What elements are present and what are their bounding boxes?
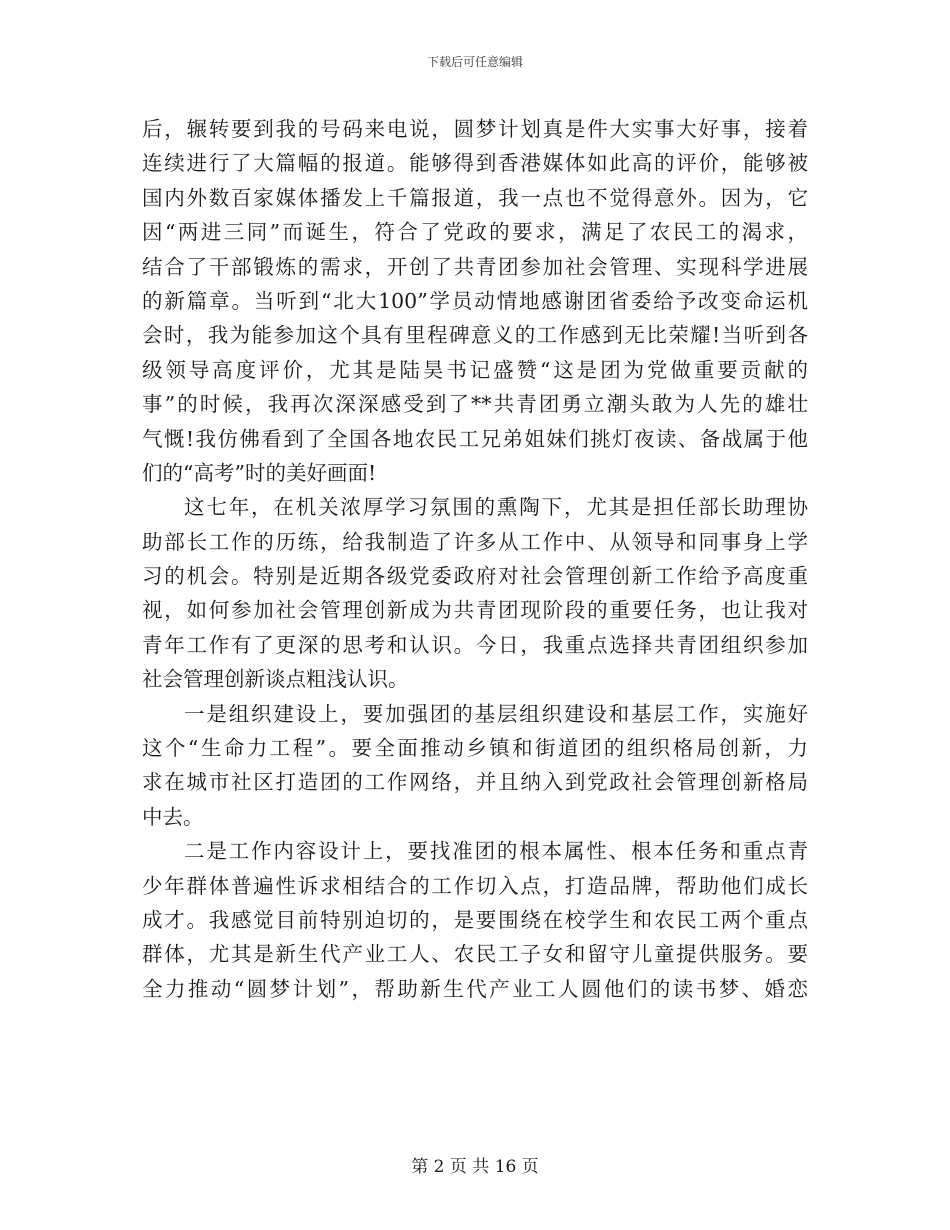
- text-line: 这个“生命力工程”。要全面推动乡镇和街道团的组织格局创新，力: [142, 736, 808, 761]
- text-line: 青年工作有了更深的思考和认识。今日，我重点选择共青团组织参加: [142, 632, 808, 657]
- body-text: [142, 112, 808, 1006]
- page-footer: 第 2 页 共 16 页: [411, 1157, 539, 1177]
- text-line: 这七年，在机关浓厚学习氛围的熏陶下，尤其是担任部长助理协: [184, 495, 808, 520]
- text-line: 中去。: [142, 804, 204, 829]
- text-line: 的新篇章。当听到“北大100”学员动情地感谢团省委给予改变命运机: [142, 288, 808, 313]
- page-header: 下载后可任意编辑: [426, 55, 523, 69]
- text-line: 一是组织建设上，要加强团的基层组织建设和基层工作，实施好: [184, 701, 808, 726]
- text-line: 们的“高考”时的美好画面!: [142, 460, 377, 485]
- text-line: 习的机会。特别是近期各级党委政府对社会管理创新工作给予高度重: [142, 564, 808, 589]
- text-line: 级领导高度评价，尤其是陆昊书记盛赞“这是团为党做重要贡献的: [142, 357, 808, 382]
- text-line: 因“两进三同”而诞生，符合了党政的要求，满足了农民工的渴求，: [142, 220, 808, 245]
- text-line: 国内外数百家媒体播发上千篇报道，我一点也不觉得意外。因为，它: [142, 185, 808, 210]
- text-line: 连续进行了大篇幅的报道。能够得到香港媒体如此高的评价，能够被: [142, 151, 808, 176]
- text-line: 求在城市社区打造团的工作网络，并且纳入到党政社会管理创新格局: [142, 770, 808, 795]
- text-line: 少年群体普遍性诉求相结合的工作切入点，打造品牌，帮助他们成长: [142, 873, 808, 898]
- text-line: 事”的时候，我再次深深感受到了**共青团勇立潮头敢为人先的雄壮: [142, 392, 808, 417]
- text-line: 气慨!我仿佛看到了全国各地农民工兄弟姐妹们挑灯夜读、备战属于他: [142, 426, 808, 451]
- text-line: 社会管理创新谈点粗浅认识。: [142, 667, 409, 692]
- text-line: 视，如何参加社会管理创新成为共青团现阶段的重要任务，也让我对: [142, 598, 808, 623]
- text-line: 后，辗转要到我的号码来电说，圆梦计划真是件大实事大好事，接着: [142, 117, 808, 141]
- text-line: 成才。我感觉目前特别迫切的，是要围绕在校学生和农民工两个重点: [142, 907, 808, 932]
- text-line: 助部长工作的历练，给我制造了许多从工作中、从领导和同事身上学: [142, 529, 808, 554]
- text-line: 全力推动“圆梦计划”，帮助新生代产业工人圆他们的读书梦、婚恋: [142, 976, 808, 1001]
- text-line: 结合了干部锻炼的需求，开创了共青团参加社会管理、实现科学进展: [142, 254, 808, 279]
- text-line: 二是工作内容设计上，要找准团的根本属性、根本任务和重点青: [184, 839, 808, 864]
- text-line: 群体，尤其是新生代产业工人、农民工子女和留守儿童提供服务。要: [142, 942, 808, 967]
- text-line: 会时，我为能参加这个具有里程碑意义的工作感到无比荣耀!当听到各: [142, 323, 808, 348]
